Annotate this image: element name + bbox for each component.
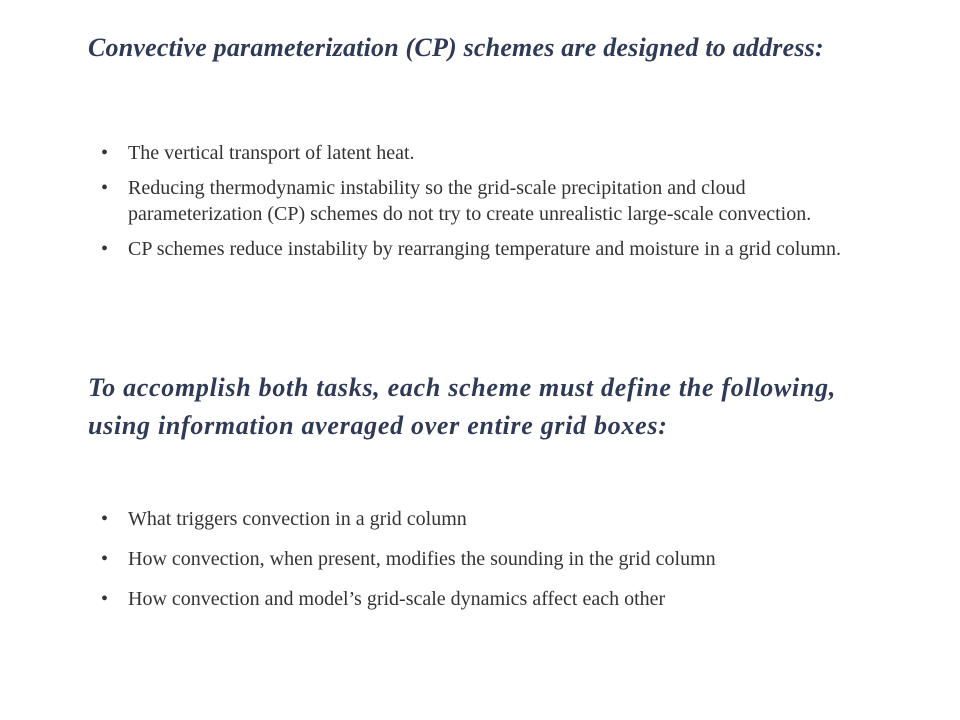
bullet-icon: • <box>101 238 109 260</box>
bullet-icon: • <box>101 588 109 610</box>
bullet-text: What triggers convection in a grid column <box>128 508 467 530</box>
bullet-item <box>101 140 841 166</box>
bullet-text: The vertical transport of latent heat. <box>128 142 415 164</box>
section-2-heading: To accomplish both tasks, each scheme must define the following, using information averaged over entire grid boxes: <box>88 373 837 440</box>
bullet-text: How convection, when present, modifies the sounding in the grid column <box>128 548 716 570</box>
bullet-icon: • <box>101 548 109 570</box>
bullet-icon: • <box>101 177 109 199</box>
bullet-item <box>101 509 861 529</box>
bullet-text: Reducing thermodynamic instability so the grid-scale precipitation and cloud parameterization (CP) schemes do not try to create unrealistic large-scale convection. <box>128 177 812 225</box>
bullet-icon: • <box>101 508 109 530</box>
section-1-bullet-list <box>101 140 841 271</box>
bullet-text: CP schemes reduce instability by rearranging temperature and moisture in a grid column. <box>128 238 841 260</box>
section-2-bullet-list <box>101 509 861 629</box>
bullet-item <box>101 175 841 227</box>
bullet-text: How convection and model’s grid-scale dynamics affect each other <box>128 588 666 610</box>
bullet-item <box>101 589 861 609</box>
bullet-icon: • <box>101 142 109 164</box>
bullet-item <box>101 549 861 569</box>
section-1-heading: Convective parameterization (CP) schemes are designed to address: <box>88 33 824 62</box>
bullet-item <box>101 236 841 262</box>
